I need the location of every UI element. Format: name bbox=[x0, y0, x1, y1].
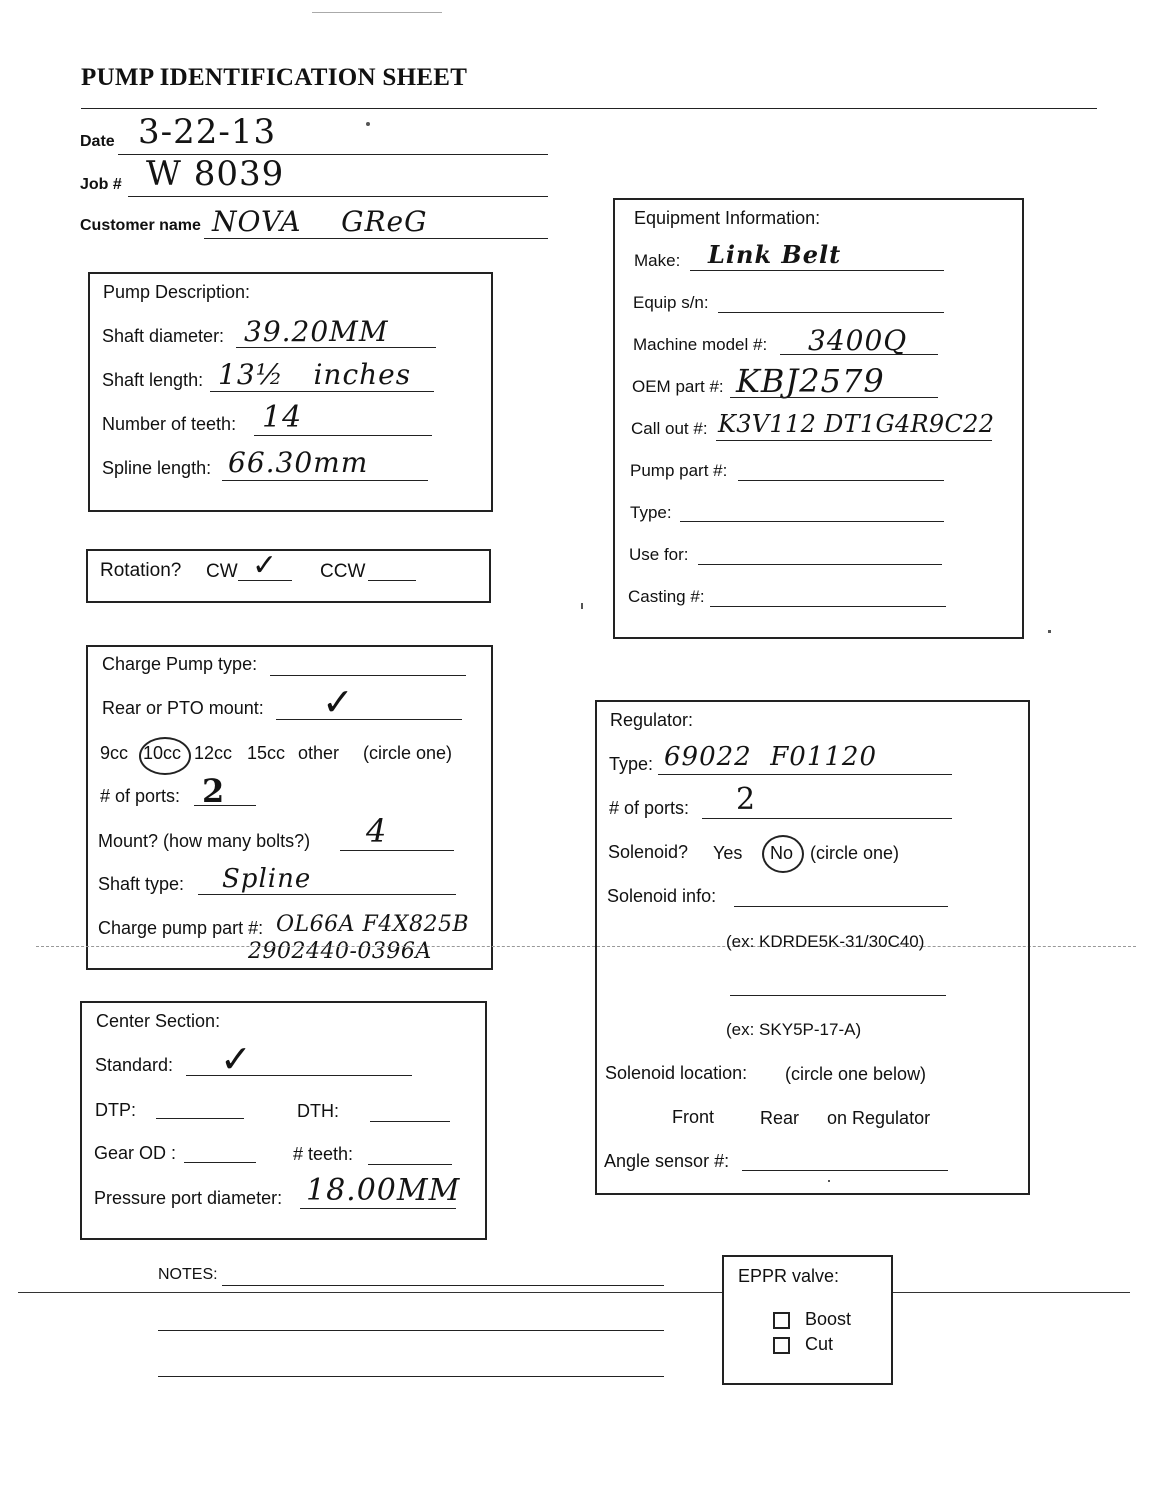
boost-label: Boost bbox=[805, 1309, 852, 1329]
dth-line bbox=[370, 1121, 450, 1122]
number-of-teeth-value[interactable]: 14 bbox=[262, 400, 303, 435]
cw-check-mark[interactable]: ✓ bbox=[252, 548, 279, 583]
angle-sensor-line bbox=[742, 1170, 948, 1171]
scan-speck bbox=[828, 1180, 830, 1182]
job-label: Job # bbox=[80, 176, 122, 193]
equipment-type-label: Type: bbox=[630, 503, 672, 522]
solenoid-no[interactable]: No bbox=[770, 843, 794, 863]
charge-pump-type-label: Charge Pump type: bbox=[102, 654, 258, 674]
job-value[interactable]: W 8039 bbox=[146, 154, 285, 194]
cut-label: Cut bbox=[805, 1334, 834, 1354]
notes-line-3 bbox=[158, 1376, 664, 1377]
callout-line bbox=[716, 440, 992, 441]
regulator-ports-label: # of ports: bbox=[609, 798, 690, 818]
serial-label: Equip s/n: bbox=[633, 293, 709, 312]
charge-part-value-2[interactable]: 2902440-0396A bbox=[248, 939, 432, 964]
regulator-ports-value[interactable]: 2 bbox=[736, 782, 757, 817]
callout-label: Call out #: bbox=[631, 419, 708, 438]
standard-check-mark[interactable]: ✓ bbox=[220, 1037, 253, 1081]
solenoid-info-label: Solenoid info: bbox=[607, 886, 717, 906]
make-line bbox=[690, 270, 944, 271]
bolts-label: Mount? (how many bolts?) bbox=[98, 831, 311, 851]
regulator-ports-line bbox=[702, 818, 952, 819]
pressure-port-label: Pressure port diameter: bbox=[94, 1188, 283, 1208]
shaft-diameter-label: Shaft diameter: bbox=[102, 326, 225, 346]
date-value[interactable]: 3-22-13 bbox=[138, 112, 277, 152]
solenoid-example-2: (ex: SKY5P-17-A) bbox=[726, 1020, 862, 1039]
cw-label: CW bbox=[206, 561, 238, 582]
charge-ports-line bbox=[194, 805, 256, 806]
scan-speck bbox=[581, 603, 583, 609]
cw-line bbox=[238, 580, 292, 581]
dtp-label: DTP: bbox=[95, 1100, 137, 1120]
mount-label: Rear or PTO mount: bbox=[102, 698, 264, 718]
callout-value[interactable]: K3V112 DT1G4R9C22 bbox=[718, 410, 995, 438]
pump-description-heading: Pump Description: bbox=[103, 282, 251, 302]
shaft-length-value[interactable]: 13½ inches bbox=[218, 358, 412, 391]
spline-length-label: Spline length: bbox=[102, 458, 212, 478]
customer-value[interactable]: NOVA GReG bbox=[212, 205, 428, 238]
gear-od-label: Gear OD : bbox=[94, 1143, 177, 1163]
spline-length-value[interactable]: 66.30mm bbox=[228, 446, 369, 479]
center-teeth-line bbox=[368, 1164, 452, 1165]
solenoid-location-label: Solenoid location: bbox=[605, 1063, 748, 1083]
oem-label: OEM part #: bbox=[632, 377, 724, 396]
make-value[interactable]: Link Belt bbox=[708, 240, 842, 269]
spline-length-line bbox=[222, 480, 428, 481]
regulator-heading: Regulator: bbox=[610, 710, 694, 730]
scan-speck bbox=[366, 122, 370, 126]
pump-part-label: Pump part #: bbox=[630, 461, 728, 480]
bolts-line bbox=[340, 850, 454, 851]
size-9cc: 9cc bbox=[100, 743, 129, 763]
cut-checkbox[interactable] bbox=[773, 1337, 790, 1354]
solenoid-info-line bbox=[734, 906, 948, 907]
charge-pump-type-line bbox=[270, 675, 466, 676]
standard-label: Standard: bbox=[95, 1055, 174, 1075]
ccw-label: CCW bbox=[320, 561, 366, 582]
charge-ports-value[interactable]: 2 bbox=[202, 772, 226, 810]
charge-part-label: Charge pump part #: bbox=[98, 918, 264, 938]
solenoid-info-line-2 bbox=[730, 995, 946, 996]
pressure-port-value[interactable]: 18.00MM bbox=[306, 1173, 461, 1208]
scan-speck bbox=[312, 12, 442, 13]
shaft-diameter-line bbox=[236, 347, 436, 348]
center-teeth-label: # teeth: bbox=[293, 1144, 354, 1164]
dth-label: DTH: bbox=[297, 1101, 339, 1121]
mount-check-mark[interactable]: ✓ bbox=[322, 680, 355, 724]
regulator-type-label: Type: bbox=[609, 754, 654, 774]
model-line bbox=[780, 354, 938, 355]
standard-line bbox=[186, 1075, 412, 1076]
shaft-length-line bbox=[210, 391, 434, 392]
sheet-title: PUMP IDENTIFICATION SHEET bbox=[81, 64, 468, 91]
rotation-label: Rotation? bbox=[100, 560, 182, 581]
boost-checkbox[interactable] bbox=[773, 1312, 790, 1329]
notes-line-2 bbox=[158, 1330, 664, 1331]
make-label: Make: bbox=[634, 251, 681, 270]
number-of-teeth-label: Number of teeth: bbox=[102, 414, 237, 434]
size-10cc[interactable]: 10cc bbox=[143, 743, 182, 763]
mount-line bbox=[276, 719, 462, 720]
casting-label: Casting #: bbox=[628, 587, 705, 606]
pressure-port-line bbox=[300, 1208, 456, 1209]
casting-line bbox=[710, 606, 946, 607]
bolts-value[interactable]: 4 bbox=[366, 812, 388, 850]
title-rule bbox=[81, 108, 1097, 109]
size-other: other bbox=[298, 743, 340, 763]
size-15cc: 15cc bbox=[247, 743, 286, 763]
notes-page-rule bbox=[18, 1292, 1130, 1293]
number-of-teeth-line bbox=[254, 435, 432, 436]
solenoid-label: Solenoid? bbox=[608, 842, 689, 862]
location-front[interactable]: Front bbox=[672, 1107, 715, 1127]
eppr-heading: EPPR valve: bbox=[738, 1266, 840, 1286]
angle-sensor-label: Angle sensor #: bbox=[604, 1151, 730, 1171]
equipment-heading: Equipment Information: bbox=[634, 208, 821, 228]
scan-speck bbox=[1048, 630, 1051, 633]
size-circle-hint: (circle one) bbox=[363, 743, 453, 763]
size-12cc: 12cc bbox=[194, 743, 233, 763]
regulator-type-value[interactable]: 69022 F01120 bbox=[664, 742, 877, 772]
date-label: Date bbox=[80, 133, 115, 150]
shaft-diameter-value[interactable]: 39.20MM bbox=[244, 315, 389, 348]
location-on-regulator[interactable]: on Regulator bbox=[827, 1108, 931, 1128]
charge-part-value-1[interactable]: OL66A F4X825B bbox=[276, 912, 470, 937]
model-value[interactable]: 3400Q bbox=[808, 324, 908, 357]
use-for-line bbox=[698, 564, 942, 565]
equipment-type-line bbox=[680, 521, 944, 522]
job-line bbox=[128, 196, 548, 197]
solenoid-yes: Yes bbox=[713, 843, 743, 863]
shaft-type-line bbox=[198, 894, 456, 895]
shaft-type-label: Shaft type: bbox=[98, 874, 185, 894]
customer-label: Customer name bbox=[80, 217, 201, 234]
use-for-label: Use for: bbox=[629, 545, 689, 564]
solenoid-circle-hint: (circle one) bbox=[810, 843, 900, 863]
location-rear[interactable]: Rear bbox=[760, 1108, 800, 1128]
ccw-line bbox=[368, 580, 416, 581]
regulator-type-line bbox=[658, 774, 952, 775]
notes-label: NOTES: bbox=[158, 1266, 218, 1283]
solenoid-location-hint: (circle one below) bbox=[785, 1064, 927, 1084]
oem-line bbox=[730, 397, 938, 398]
dtp-line bbox=[156, 1118, 244, 1119]
charge-ports-label: # of ports: bbox=[100, 786, 181, 806]
customer-line bbox=[204, 238, 548, 239]
notes-line-1 bbox=[222, 1285, 664, 1286]
shaft-type-value[interactable]: Spline bbox=[222, 864, 312, 894]
serial-line bbox=[718, 312, 944, 313]
gear-od-line bbox=[184, 1162, 256, 1163]
solenoid-example-1: (ex: KDRDE5K-31/30C40) bbox=[726, 932, 925, 951]
model-label: Machine model #: bbox=[633, 335, 768, 354]
pump-part-line bbox=[738, 480, 944, 481]
oem-value[interactable]: KBJ2579 bbox=[736, 362, 885, 400]
center-section-heading: Center Section: bbox=[96, 1011, 221, 1031]
shaft-length-label: Shaft length: bbox=[102, 370, 204, 390]
